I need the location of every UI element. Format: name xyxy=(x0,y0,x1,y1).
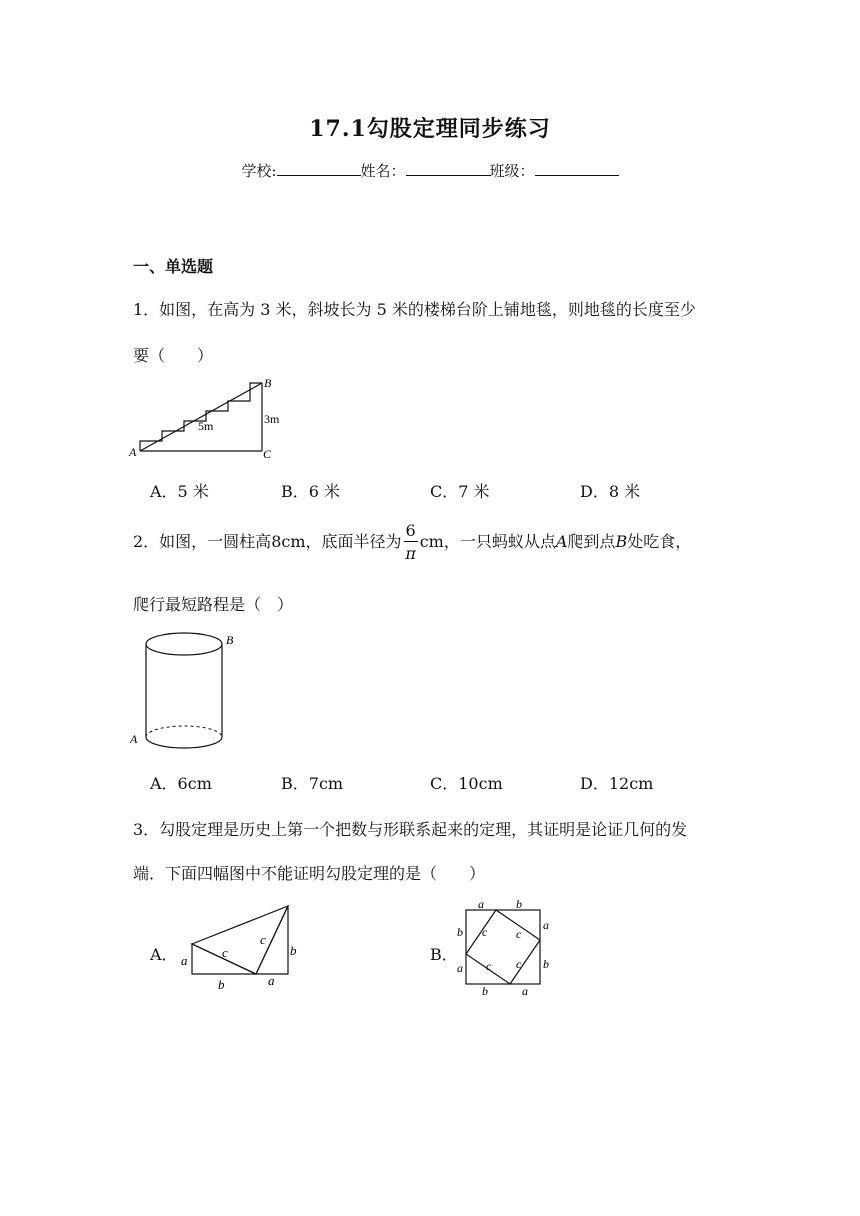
fig-a-label-c-right: c xyxy=(260,932,266,947)
label-a: A xyxy=(130,732,138,746)
fig-a-label-b-bottom: b xyxy=(218,977,225,992)
q2-text-line1 xyxy=(133,523,691,562)
q1-text-line1: 1．如图，在高为 3 米，斜坡长为 5 米的楼梯台阶上铺地毯，则地毯的长度至少 xyxy=(133,300,696,319)
q2-point-b: B xyxy=(615,532,628,551)
fraction-numerator: 6 xyxy=(405,521,416,540)
fig-a-label-b-right: b xyxy=(290,943,297,958)
fig-b-c-bottom-left: c xyxy=(486,959,492,973)
fig-a-label-c-left: c xyxy=(222,945,228,960)
label-b: B xyxy=(226,633,234,647)
fraction-denominator: π xyxy=(405,544,416,563)
fig-b-c-top-right: c xyxy=(516,927,522,941)
class-blank[interactable] xyxy=(535,161,619,176)
label-a: A xyxy=(129,445,137,459)
fig-b-left-a: a xyxy=(457,961,463,975)
q2-suffix-b: 爬到点 xyxy=(567,532,616,551)
label-c: C xyxy=(263,447,272,460)
fig-a-label-a-left: a xyxy=(181,953,188,968)
q1-option-c[interactable]: C．7 米 xyxy=(430,482,490,501)
section-title: 一、单选题 xyxy=(133,257,214,276)
q3-text-line2: 端．下面四幅图中不能证明勾股定理的是（ ） xyxy=(133,864,486,883)
student-info-line xyxy=(0,160,860,181)
q2-suffix-c: 处吃食， xyxy=(627,532,692,551)
q2-height: 8cm xyxy=(271,532,306,551)
q2-suffix-a: ，一只蚂蚁从点 xyxy=(443,532,556,551)
fig-b-right-b: b xyxy=(543,957,549,971)
q2-mid: ，底面半径为 xyxy=(305,532,402,551)
q2-option-a[interactable]: A．6cm xyxy=(150,774,212,793)
name-blank[interactable] xyxy=(406,161,490,176)
fig-b-bottom-a: a xyxy=(522,984,528,998)
q2-option-d[interactable]: D．12cm xyxy=(580,774,654,793)
q1-option-b[interactable]: B．6 米 xyxy=(281,482,341,501)
name-label: 姓名： xyxy=(360,162,406,180)
label-slope: 5m xyxy=(198,419,214,433)
q2-option-c[interactable]: C．10cm xyxy=(430,774,503,793)
label-b: B xyxy=(264,376,272,390)
school-label: 学校: xyxy=(241,162,277,180)
q2-unit: cm xyxy=(419,532,444,551)
staircase-figure xyxy=(126,374,286,460)
q2-point-a: A xyxy=(555,532,568,551)
fig-b-left-b: b xyxy=(457,925,463,939)
q1-option-a[interactable]: A．5 米 xyxy=(150,482,209,501)
fig-b-c-bottom-right: c xyxy=(516,957,522,971)
q2-option-b[interactable]: B．7cm xyxy=(281,774,344,793)
cylinder-figure xyxy=(126,628,246,756)
q3-text-line1: 3．勾股定理是历史上第一个把数与形联系起来的定理，其证明是论证几何的发 xyxy=(133,820,688,839)
radius-fraction xyxy=(404,523,418,562)
page-title: 17.1勾股定理同步练习 xyxy=(309,116,551,142)
fig-b-bottom-b: b xyxy=(482,984,488,998)
fig-b-top-b: b xyxy=(516,897,522,911)
fig-a-label-a-bottom: a xyxy=(268,973,275,988)
q2-text-line2: 爬行最短路程是（ ） xyxy=(133,595,294,614)
q3-option-a-label[interactable]: A． xyxy=(150,945,178,964)
q1-option-d[interactable]: D．8 米 xyxy=(580,482,641,501)
square-proof-figure xyxy=(454,896,556,1000)
label-height: 3m xyxy=(264,412,280,426)
fig-b-c-top-left: c xyxy=(482,925,488,939)
class-label: 班级： xyxy=(489,162,535,180)
fig-b-top-a: a xyxy=(478,897,484,911)
q3-option-b-label[interactable]: B． xyxy=(430,945,458,964)
trapezoid-proof-figure xyxy=(176,900,306,996)
q2-prefix: 2．如图，一圆柱高 xyxy=(133,532,272,551)
fig-b-right-a: a xyxy=(543,918,549,932)
school-blank[interactable] xyxy=(277,161,361,176)
q1-text-line2: 要（ ） xyxy=(133,346,214,365)
